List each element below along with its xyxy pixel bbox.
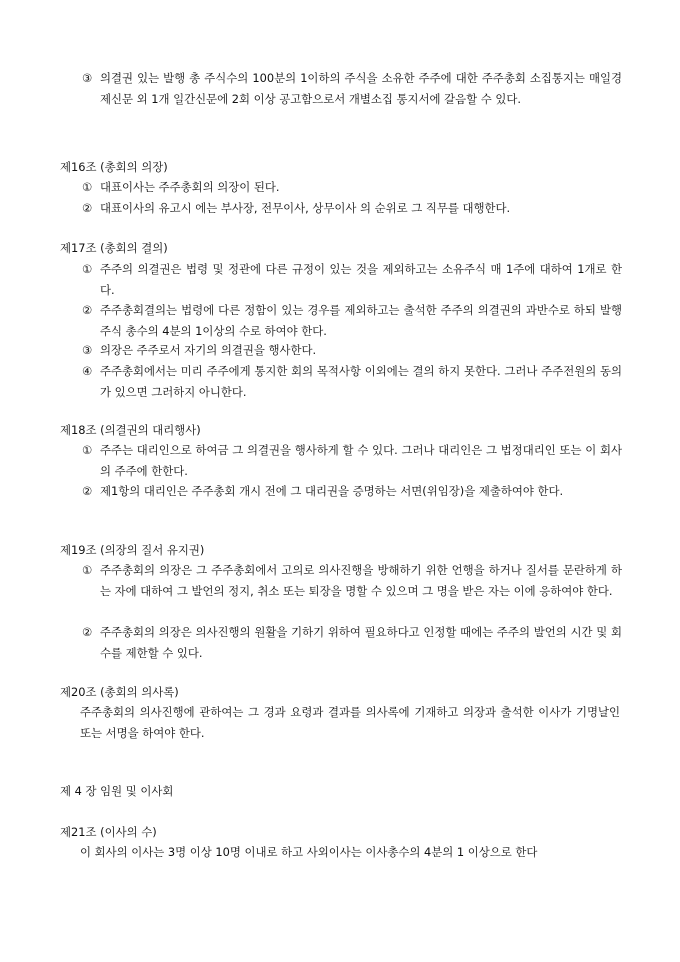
clause-text: 주주는 대리인으로 하여금 그 의결권을 행사하게 할 수 있다. 그러나 대리인은 그 법정대리인 또는 이 회사의 주주에 한한다.: [100, 443, 622, 479]
art18-title: 제18조 (의결권의 대리행사): [60, 423, 201, 437]
clause-text: 주주총회결의는 법령에 다른 정함이 있는 경우를 제외하고는 출석한 주주의 의결권의 과반수로 하되 발행주식 총수의 4분의 1이상의 수로 하여야 한다.: [100, 303, 622, 339]
clause-text: 주주총회에서는 미리 주주에게 통지한 회의 목적사항 이외에는 결의 하지 못한다. 그러나 주주전원의 동의가 있으면 그러하지 아니한다.: [100, 364, 622, 400]
art20-text: 주주총회의 의사진행에 관하여는 그 경과 요령과 결과를 의사록에 기재하고 의장과 출석한 이사가 기명날인 또는 서명을 하여야 한다.: [80, 705, 620, 741]
clause-text: 대표이사는 주주총회의 의장이 된다.: [100, 180, 280, 194]
clause-number: ④: [82, 364, 93, 378]
clause-number: ①: [82, 443, 93, 457]
clause-text: 의결권 있는 발행 총 주식수의 100분의 1이하의 주식을 소유한 주주에 대한 주주총회 소집통지는 매일경제신문 외 1개 일간신문에 2회 이상 공고함으로서 개별소집 통지서에 갈음할 수 있다.: [100, 71, 622, 107]
art20-title: 제20조 (총회의 의사록): [60, 685, 179, 699]
chapter-4-title: 제 4 장 임원 및 이사회: [60, 784, 174, 798]
art17-clause-1: [82, 259, 622, 302]
clause-text: 주주의 의결권은 법령 및 정관에 다른 규정이 있는 것을 제외하고는 소유주식 매 1주에 대하여 1개로 한다.: [100, 262, 622, 298]
art15-clause-3: [82, 68, 622, 111]
clause-text: 주주총회의 의장은 의사진행의 원활을 기하기 위하여 필요하다고 인정할 때에는 주주의 발언의 시간 및 회수를 제한할 수 있다.: [100, 625, 622, 661]
clause-number: ②: [82, 625, 93, 639]
art19-clause-2: [82, 622, 622, 665]
clause-text: 주주총회의 의장은 그 주주총회에서 고의로 의사진행을 방해하기 위한 언행을 하거나 질서를 문란하게 하는 자에 대하여 그 발언의 정지, 취소 또는 퇴장을 명할 수 있으며 그 명을 받은 자는 이에 응하여야 한다.: [100, 563, 622, 599]
art16-title: 제16조 (총회의 의장): [60, 160, 168, 174]
clause-number: ②: [82, 201, 93, 215]
art16-clause-1: [82, 177, 622, 198]
clause-number: ①: [82, 262, 93, 276]
art19-title: 제19조 (의장의 질서 유지권): [60, 543, 205, 557]
clause-number: ③: [82, 343, 93, 357]
clause-number: ①: [82, 563, 93, 577]
clause-text: 제1항의 대리인은 주주총회 개시 전에 그 대리권을 증명하는 서면(위임장)을 제출하여야 한다.: [100, 484, 564, 498]
clause-number: ①: [82, 180, 93, 194]
clause-number: ②: [82, 303, 93, 317]
clause-text: 의장은 주주로서 자기의 의결권을 행사한다.: [100, 343, 317, 357]
art17-clause-3: [82, 340, 622, 361]
art18-clause-2: [82, 481, 622, 502]
clause-text: 대표이사의 유고시 에는 부사장, 전무이사, 상무이사 의 순위로 그 직무를 대행한다.: [100, 201, 511, 215]
art17-clause-4: [82, 361, 622, 404]
art18-clause-1: [82, 440, 622, 483]
art19-clause-1: [82, 560, 622, 603]
clause-number: ②: [82, 484, 93, 498]
art21-text: 이 회사의 이사는 3명 이상 10명 이내로 하고 사외이사는 이사총수의 4분의 1 이상으로 한다: [80, 845, 538, 859]
art17-clause-2: [82, 300, 622, 343]
art17-title: 제17조 (총회의 결의): [60, 241, 168, 255]
art21-title: 제21조 (이사의 수): [60, 825, 157, 839]
art16-clause-2: [82, 198, 622, 219]
clause-number: ③: [82, 71, 93, 85]
